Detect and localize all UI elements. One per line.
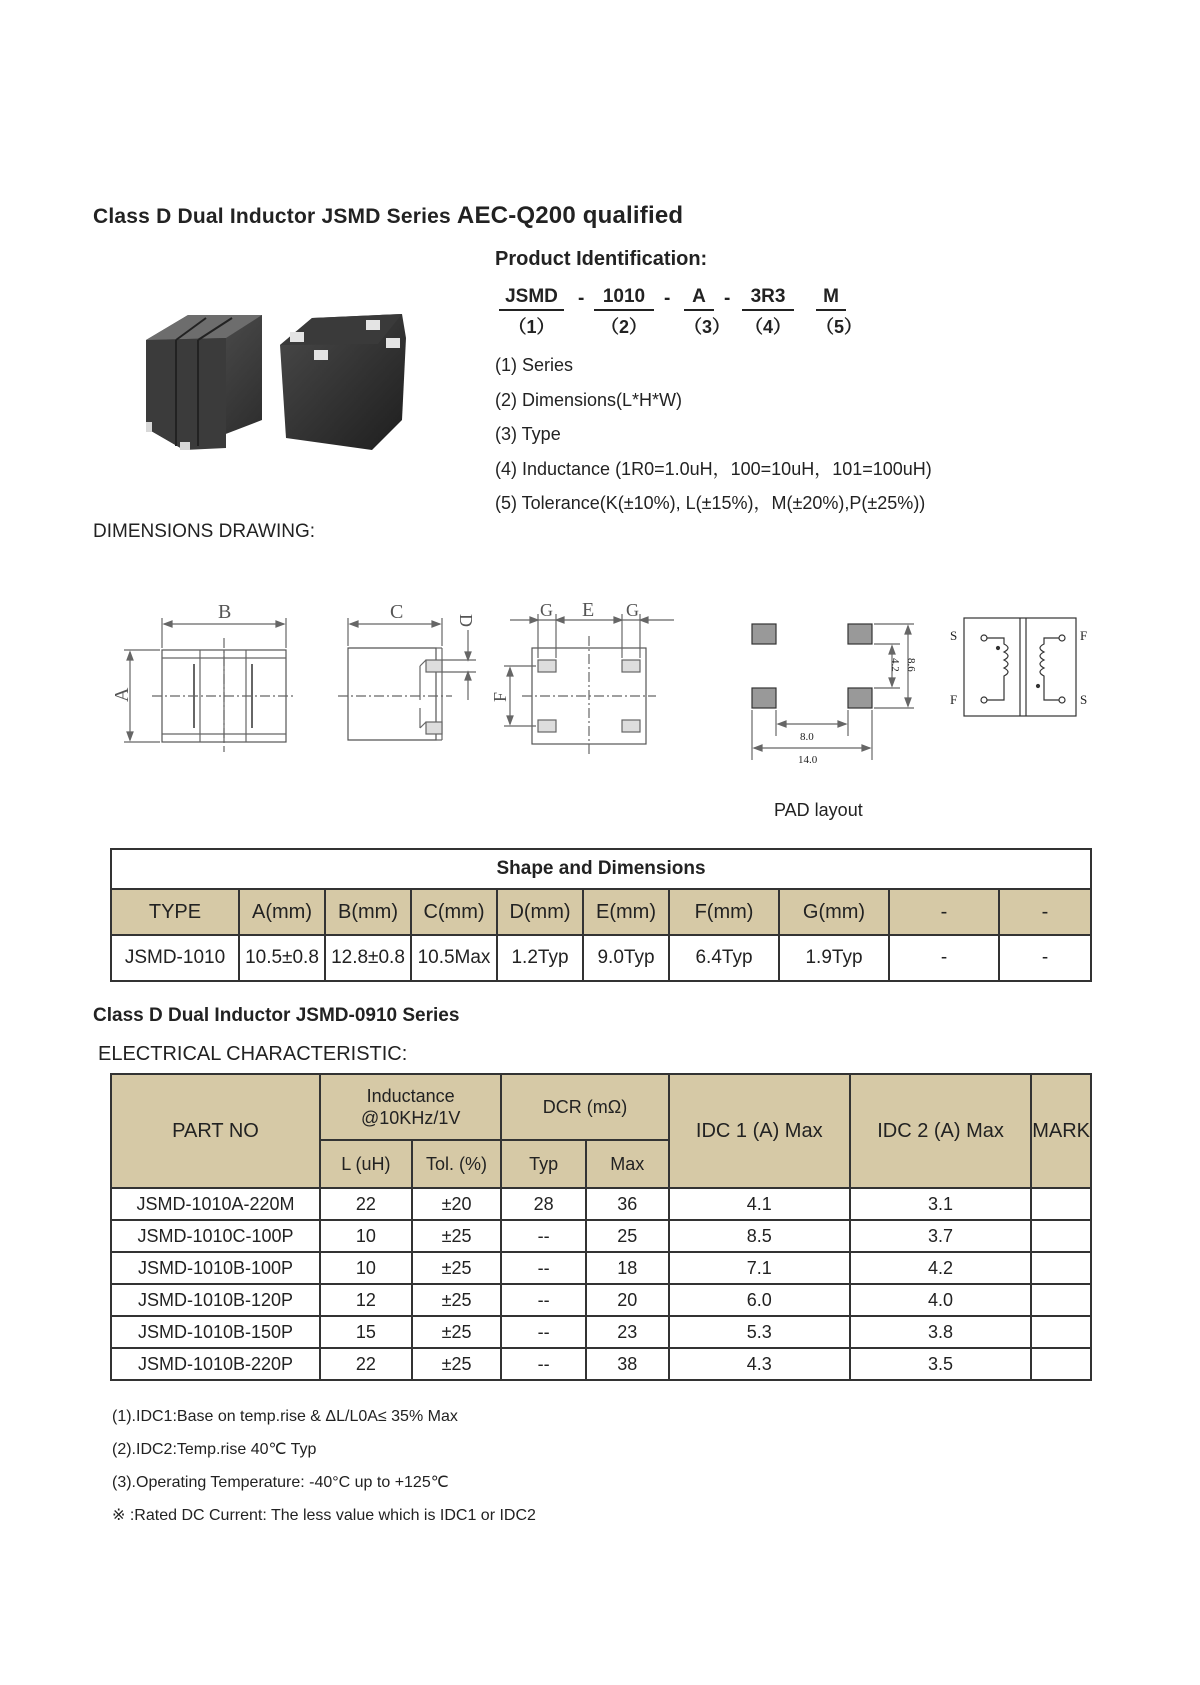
product-photo (140, 310, 420, 460)
table-cell: 10 (320, 1220, 412, 1252)
table-header-row (111, 889, 1091, 935)
electrical-table (110, 1073, 1092, 1381)
header-part-no: PART NO (111, 1074, 320, 1188)
header-inductance: Inductance @10KHz/1V (320, 1074, 501, 1140)
table-cell: 3.1 (850, 1188, 1031, 1220)
schem-label-f: F (950, 692, 958, 707)
table-cell: JSMD-1010C-100P (111, 1220, 320, 1252)
table-cell: 15 (320, 1316, 412, 1348)
table-cell: 38 (586, 1348, 669, 1380)
table-cell: 28 (501, 1188, 586, 1220)
table-cell: -- (501, 1252, 586, 1284)
table-cell: ±25 (412, 1316, 502, 1348)
table-cell: 6.4Typ (669, 935, 779, 981)
dim-label-d: D (456, 614, 476, 627)
table-row (111, 1284, 1091, 1316)
id-dash: - (724, 288, 731, 309)
table-header-cell: A(mm) (239, 889, 325, 935)
table-cell: 36 (586, 1188, 669, 1220)
schematic-view (950, 618, 1087, 716)
dim-label-c: C (390, 601, 404, 623)
table-header-cell: C(mm) (411, 889, 497, 935)
id-number: （2） (600, 317, 647, 337)
id-number: （3） (684, 317, 731, 337)
product-id-title: Product Identification: (495, 248, 708, 270)
section-subtitle: ELECTRICAL CHARACTERISTIC: (98, 1043, 408, 1065)
dimensions-drawing (100, 590, 1100, 790)
title-qualification: AEC-Q200 qualified (456, 202, 684, 229)
header-idc1: IDC 1 (A) Max (669, 1074, 850, 1188)
pad-layout-caption: PAD layout (774, 800, 863, 820)
table-row (111, 1316, 1091, 1348)
id-code-inductance (742, 286, 794, 339)
table-header-cell: D(mm) (497, 889, 583, 935)
note-item: (2).IDC2:Temp.rise 40℃ Typ (112, 1441, 317, 1458)
pad-layout-view (752, 624, 917, 766)
dim-label-f: F (490, 691, 510, 702)
front-view (111, 601, 296, 752)
id-number: （4） (744, 317, 791, 337)
table-row (111, 1220, 1091, 1252)
id-code: 3R3 (742, 286, 794, 311)
table-cell (1031, 1316, 1091, 1348)
table-cell: JSMD-1010A-220M (111, 1188, 320, 1220)
table-cell: 3.7 (850, 1220, 1031, 1252)
pad-dim-h2: 8.6 (905, 658, 917, 672)
dimensions-drawing-title: DIMENSIONS DRAWING: (93, 521, 316, 542)
dim-label-b: B (218, 601, 232, 623)
table-cell: 3.5 (850, 1348, 1031, 1380)
header-idc2: IDC 2 (A) Max (850, 1074, 1031, 1188)
id-code-dimension (594, 286, 654, 339)
table-header-cell: - (999, 889, 1091, 935)
id-code: JSMD (499, 286, 564, 311)
table-cell (1031, 1284, 1091, 1316)
id-code: M (816, 286, 846, 311)
dimensions-table-caption: Shape and Dimensions (111, 849, 1091, 889)
page-title (93, 202, 683, 230)
table-cell: 4.2 (850, 1252, 1031, 1284)
id-code: A (684, 286, 714, 311)
table-cell: ±25 (412, 1348, 502, 1380)
id-dash: - (664, 288, 671, 309)
table-cell: 10.5Max (411, 935, 497, 981)
id-item: (1) Series (495, 355, 574, 375)
table-cell: ±25 (412, 1284, 502, 1316)
table-cell (1031, 1220, 1091, 1252)
table-cell: 22 (320, 1188, 412, 1220)
header-typ: Typ (501, 1140, 586, 1188)
header-dcr: DCR (mΩ) (501, 1074, 668, 1140)
id-item: (3) Type (495, 424, 561, 444)
table-cell: ±20 (412, 1188, 502, 1220)
table-cell: ±25 (412, 1252, 502, 1284)
table-cell: 5.3 (669, 1316, 850, 1348)
section-title: Class D Dual Inductor JSMD-0910 Series (93, 1005, 460, 1026)
id-code-tolerance (816, 286, 863, 339)
table-cell: 7.1 (669, 1252, 850, 1284)
id-dash: - (578, 288, 585, 309)
id-item: (5) Tolerance(K(±10%), L(±15%)，M(±20%),P(±25%)) (495, 493, 926, 513)
table-cell: 6.0 (669, 1284, 850, 1316)
table-cell: 25 (586, 1220, 669, 1252)
pad-dim-h1: 4.2 (889, 658, 901, 672)
header-max: Max (586, 1140, 669, 1188)
notes (112, 1400, 536, 1532)
table-cell: - (999, 935, 1091, 981)
pad-dim-w2: 14.0 (798, 754, 818, 766)
table-cell: 1.2Typ (497, 935, 583, 981)
dim-label-g: G (540, 600, 553, 620)
note-item: (3).Operating Temperature: -40°C up to +125℃ (112, 1474, 449, 1491)
table-cell: JSMD-1010 (111, 935, 239, 981)
header-l: L (uH) (320, 1140, 412, 1188)
side-view (338, 601, 476, 740)
table-header-cell: E(mm) (583, 889, 669, 935)
table-cell: 20 (586, 1284, 669, 1316)
table-cell: JSMD-1010B-150P (111, 1316, 320, 1348)
id-code: 1010 (594, 286, 654, 311)
note-item: ※ :Rated DC Current: The less value which is IDC1 or IDC2 (112, 1507, 536, 1524)
title-prefix: Class D Dual Inductor JSMD Series (93, 205, 451, 228)
table-cell: 22 (320, 1348, 412, 1380)
id-code-series (499, 286, 564, 339)
schem-label-f: F (1080, 628, 1088, 643)
table-cell: 4.3 (669, 1348, 850, 1380)
table-cell (1031, 1348, 1091, 1380)
table-cell: JSMD-1010B-220P (111, 1348, 320, 1380)
bottom-view (490, 599, 674, 756)
table-cell (1031, 1188, 1091, 1220)
table-cell: JSMD-1010B-120P (111, 1284, 320, 1316)
table-cell: 4.0 (850, 1284, 1031, 1316)
table-cell: -- (501, 1348, 586, 1380)
table-header-cell: G(mm) (779, 889, 889, 935)
table-cell: 10 (320, 1252, 412, 1284)
table-cell: -- (501, 1220, 586, 1252)
table-cell: 23 (586, 1316, 669, 1348)
schem-label-s: S (1080, 692, 1088, 707)
table-cell: 8.5 (669, 1220, 850, 1252)
table-cell: -- (501, 1316, 586, 1348)
table-row (111, 935, 1091, 981)
table-cell: -- (501, 1284, 586, 1316)
header-tol: Tol. (%) (412, 1140, 502, 1188)
table-cell: 1.9Typ (779, 935, 889, 981)
table-header-cell: TYPE (111, 889, 239, 935)
table-row (111, 1348, 1091, 1380)
table-cell: JSMD-1010B-100P (111, 1252, 320, 1284)
dim-label-g: G (626, 600, 639, 620)
header-mark: MARK (1031, 1074, 1091, 1188)
table-cell (1031, 1252, 1091, 1284)
table-row (111, 1188, 1091, 1220)
table-cell: ±25 (412, 1220, 502, 1252)
table-cell: 4.1 (669, 1188, 850, 1220)
id-item: (4) Inductance (1R0=1.0uH，100=10uH，101=100uH) (495, 458, 932, 479)
table-cell: 10.5±0.8 (239, 935, 325, 981)
pad-dim-w1: 8.0 (800, 731, 814, 743)
table-header-cell: B(mm) (325, 889, 411, 935)
id-number: （1） (508, 317, 555, 337)
table-cell: 3.8 (850, 1316, 1031, 1348)
table-cell: 12 (320, 1284, 412, 1316)
id-number: （5） (816, 317, 863, 337)
table-row (111, 1252, 1091, 1284)
id-code-type (684, 286, 731, 339)
dimensions-table (110, 848, 1092, 982)
product-id-list (495, 348, 932, 521)
id-item: (2) Dimensions(L*H*W) (495, 389, 683, 410)
schem-label-s: S (950, 628, 958, 643)
table-cell: 9.0Typ (583, 935, 669, 981)
table-header-cell: F(mm) (669, 889, 779, 935)
dim-label-a: A (111, 687, 133, 702)
note-item: (1).IDC1:Base on temp.rise & ΔL/L0A≤ 35% Max (112, 1408, 458, 1425)
table-cell: 18 (586, 1252, 669, 1284)
table-cell: 12.8±0.8 (325, 935, 411, 981)
table-header-cell: - (889, 889, 999, 935)
dim-label-e: E (582, 599, 595, 621)
table-cell: - (889, 935, 999, 981)
